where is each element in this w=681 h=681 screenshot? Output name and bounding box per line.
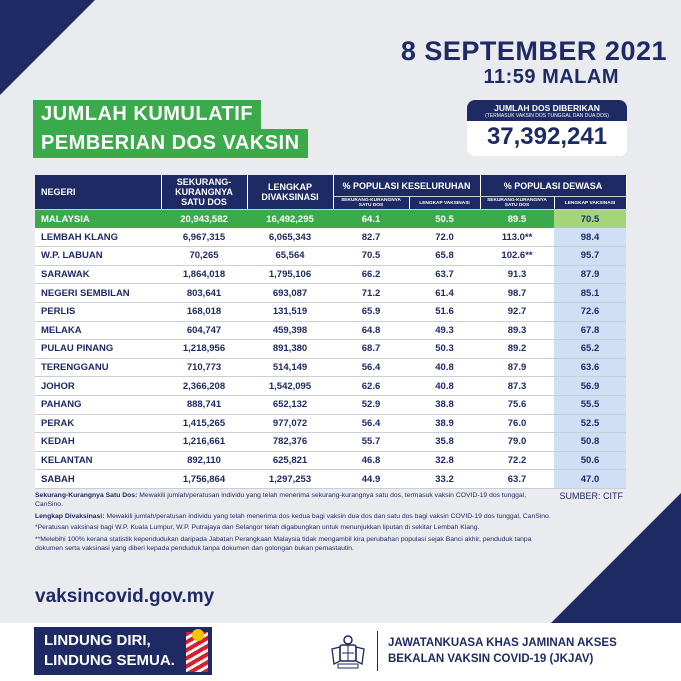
cell-pct-one: 52.9 <box>333 395 409 414</box>
cell-pct-complete: 40.8 <box>409 358 480 377</box>
cell-state: PAHANG <box>35 395 161 414</box>
cell-adult-complete: 65.2 <box>554 340 626 359</box>
cell-pct-one: 71.2 <box>333 284 409 303</box>
total-doses-value: 37,392,241 <box>486 123 608 150</box>
cell-pct-complete: 63.7 <box>409 265 480 284</box>
footnote-fully-vaccinated <box>35 513 555 522</box>
cell-complete: 6,065,343 <box>247 228 333 247</box>
title-line-1: JUMLAH KUMULATIF <box>33 100 261 129</box>
cell-adult-complete: 85.1 <box>554 284 626 303</box>
cell-adult-one: 102.6** <box>480 247 554 266</box>
cell-state: W.P. LABUAN <box>35 247 161 266</box>
cell-adult-one: 87.9 <box>480 358 554 377</box>
cell-complete: 16,492,295 <box>266 213 314 225</box>
cell-complete: 652,132 <box>247 395 333 414</box>
cell-pct-one: 66.2 <box>333 265 409 284</box>
cell-state: KEDAH <box>35 433 161 452</box>
cell-pct-complete: 40.8 <box>409 377 480 396</box>
footnotes <box>35 492 555 557</box>
table-row <box>35 395 626 414</box>
subheader-total-complete: LENGKAP VAKSINASI <box>409 197 480 210</box>
cell-state: JOHOR <box>35 377 161 396</box>
cell-state: NEGERI SEMBILAN <box>35 284 161 303</box>
cell-pct-one: 56.4 <box>333 358 409 377</box>
cell-one-dose: 1,216,661 <box>161 433 247 452</box>
cell-complete: 891,380 <box>247 340 333 359</box>
cell-one-dose: 1,415,265 <box>161 414 247 433</box>
cell-state: TERENGGANU <box>35 358 161 377</box>
cell-pct-complete: 72.0 <box>409 228 480 247</box>
cell-adult-one: 76.0 <box>480 414 554 433</box>
cell-complete: 1,795,106 <box>247 265 333 284</box>
footnote-text: Mewakili jumlah/peratusan individu yang telah menerima sekurang-kurangnya satu dos, termasuk vaksin COVID-19 dos tunggal, CanSino. <box>35 492 527 508</box>
table-row <box>35 358 626 377</box>
cell-state: LEMBAH KLANG <box>35 228 161 247</box>
table-row <box>35 302 626 321</box>
cell-one-dose: 168,018 <box>161 302 247 321</box>
cell-adult-complete: 95.7 <box>554 247 626 266</box>
cell-one-dose: 604,747 <box>161 321 247 340</box>
cell-complete: 65,564 <box>247 247 333 266</box>
cell-adult-complete: 52.5 <box>554 414 626 433</box>
cell-pct-complete: 35.8 <box>409 433 480 452</box>
slogan-banner <box>34 627 212 675</box>
cell-pct-complete: 65.8 <box>409 247 480 266</box>
header-pct-total-population: % POPULASI KESELURUHAN <box>333 175 480 197</box>
table-row <box>35 265 626 284</box>
cell-adult-one: 92.7 <box>480 302 554 321</box>
cell-adult-complete: 72.6 <box>554 302 626 321</box>
table-row <box>35 321 626 340</box>
cell-adult-one: 113.0** <box>480 228 554 247</box>
cell-pct-one: 82.7 <box>333 228 409 247</box>
table-row <box>35 433 626 452</box>
cell-complete: 782,376 <box>247 433 333 452</box>
title-line-2: PEMBERIAN DOS VAKSIN <box>33 129 308 158</box>
cell-one-dose: 20,943,582 <box>180 213 228 225</box>
cell-complete: 977,072 <box>247 414 333 433</box>
cell-adult-one: 89.5 <box>507 213 527 225</box>
table-row <box>35 247 626 266</box>
cell-pct-one: 64.8 <box>333 321 409 340</box>
cell-state: MELAKA <box>35 321 161 340</box>
table-row <box>35 340 626 359</box>
total-doses-label: JUMLAH DOS DIBERIKAN <box>494 103 600 113</box>
cell-adult-one: 91.3 <box>480 265 554 284</box>
cell-complete: 625,821 <box>247 451 333 470</box>
cell-one-dose: 803,641 <box>161 284 247 303</box>
total-doses-header <box>467 100 627 121</box>
table-row <box>35 228 626 247</box>
cell-adult-complete: 50.6 <box>554 451 626 470</box>
cell-state: PERLIS <box>35 302 161 321</box>
cell-state: SABAH <box>35 470 161 489</box>
cell-pct-one: 64.1 <box>361 213 381 225</box>
cell-adult-complete: 70.5 <box>554 210 626 229</box>
cell-pct-complete: 50.5 <box>435 213 454 225</box>
slogan-line-1: LINDUNG DIRI, <box>44 632 151 649</box>
cell-adult-one: 89.2 <box>480 340 554 359</box>
cell-adult-one: 75.6 <box>480 395 554 414</box>
cell-pct-complete: 49.3 <box>409 321 480 340</box>
cell-adult-one: 79.0 <box>480 433 554 452</box>
cell-complete: 693,087 <box>247 284 333 303</box>
cell-state: KELANTAN <box>35 451 161 470</box>
cell-one-dose: 6,967,315 <box>161 228 247 247</box>
header-state: NEGERI <box>35 175 161 210</box>
table-row <box>35 377 626 396</box>
agency-line-1: JAWATANKUASA KHAS JAMINAN AKSES <box>388 637 617 649</box>
corner-decoration-bottom-right <box>551 493 681 623</box>
vaccination-table <box>35 175 627 489</box>
total-doses-box <box>467 100 627 156</box>
website-link[interactable]: vaksincovid.gov.my <box>35 586 215 607</box>
subheader-adult-one-dose: SEKURANG-KURANGNYA SATU DOS <box>480 197 554 210</box>
footnote-term: Sekurang-Kurangnya Satu Dos: <box>35 492 138 499</box>
cell-pct-complete: 32.8 <box>409 451 480 470</box>
cell-pct-one: 68.7 <box>333 340 409 359</box>
cell-one-dose: 710,773 <box>161 358 247 377</box>
cell-adult-complete: 50.8 <box>554 433 626 452</box>
footnote-term: Lengkap Divaksinasi: <box>35 512 105 520</box>
footnote-at-least-one <box>35 492 555 510</box>
cell-adult-complete: 98.4 <box>554 228 626 247</box>
cell-one-dose: 892,110 <box>161 451 247 470</box>
subheader-adult-complete: LENGKAP VAKSINASI <box>554 197 626 210</box>
header-fully-vaccinated: LENGKAP DIVAKSINASI <box>247 175 333 210</box>
cell-adult-one: 63.7 <box>480 470 554 489</box>
cell-adult-one: 89.3 <box>480 321 554 340</box>
cell-pct-complete: 38.8 <box>409 395 480 414</box>
cell-pct-one: 55.7 <box>333 433 409 452</box>
cell-complete: 514,149 <box>247 358 333 377</box>
footnote-klang-valley: *Peratusan vaksinasi bagi W.P. Kuala Lumpur, W.P. Putrajaya dan Selangor telah digabungkan untuk menunjukkan liputan di sekitar Lembah Klang. <box>35 524 480 532</box>
table-row <box>35 451 626 470</box>
cell-adult-one: 72.2 <box>480 451 554 470</box>
cell-state: MALAYSIA <box>41 213 90 225</box>
footnote-text: Mewakili jumlah/peratusan individu yang telah menerima dos kedua bagi vaksin dua dos dan satu dos bagi vaksin COVID-19 dos tunggal, CanSino. <box>104 512 551 520</box>
subheader-total-one-dose: SEKURANG-KURANGNYA SATU DOS <box>333 197 409 210</box>
agency-name <box>388 635 617 667</box>
table-row <box>35 414 626 433</box>
cell-pct-complete: 50.3 <box>409 340 480 359</box>
cell-pct-one: 65.9 <box>333 302 409 321</box>
table-row-malaysia <box>35 210 626 229</box>
cell-state: SARAWAK <box>35 265 161 284</box>
corner-decoration-top-left <box>0 0 95 95</box>
cell-one-dose: 2,366,208 <box>161 377 247 396</box>
cell-adult-complete: 55.5 <box>554 395 626 414</box>
cell-one-dose: 70,265 <box>161 247 247 266</box>
cell-adult-complete: 47.0 <box>554 470 626 489</box>
cell-pct-complete: 61.4 <box>409 284 480 303</box>
table-row <box>35 470 626 489</box>
table-row <box>35 284 626 303</box>
cell-complete: 459,398 <box>247 321 333 340</box>
cell-state: PERAK <box>35 414 161 433</box>
cell-pct-complete: 33.2 <box>409 470 480 489</box>
cell-pct-one: 46.8 <box>333 451 409 470</box>
cell-one-dose: 1,864,018 <box>161 265 247 284</box>
cell-pct-complete: 51.6 <box>409 302 480 321</box>
cell-complete: 131,519 <box>247 302 333 321</box>
cell-adult-complete: 87.9 <box>554 265 626 284</box>
report-date: 8 SEPTEMBER 2021 <box>400 36 667 66</box>
cell-pct-one: 56.4 <box>333 414 409 433</box>
cell-complete: 1,542,095 <box>247 377 333 396</box>
cell-adult-one: 98.7 <box>480 284 554 303</box>
header-at-least-one-dose: SEKURANG-KURANGNYA SATU DOS <box>161 175 247 210</box>
report-time: 11:59 MALAM <box>483 66 619 88</box>
cell-one-dose: 1,756,864 <box>161 470 247 489</box>
source-label: SUMBER: CITF <box>559 491 623 501</box>
header-pct-adult-population: % POPULASI DEWASA <box>480 175 626 197</box>
footer-divider <box>377 631 378 671</box>
flag-star-icon <box>192 629 204 641</box>
total-doses-sublabel: (TERMASUK VAKSIN DOS TUNGGAL DAN DUA DOS) <box>485 113 609 119</box>
cell-pct-complete: 38.9 <box>409 414 480 433</box>
cell-complete: 1,297,253 <box>247 470 333 489</box>
cell-adult-one: 87.3 <box>480 377 554 396</box>
coat-of-arms-icon <box>328 631 368 671</box>
cell-adult-complete: 63.6 <box>554 358 626 377</box>
cell-state: PULAU PINANG <box>35 340 161 359</box>
footnote-over-100: **Melebihi 100% kerana statistik kependudukan daripada Jabatan Perangkaan Malaysia tidak mengambil kira perubahan populasi sejak Banci akhir, penduduk tanpa dokumen serta vaksinasi yang diberi kepada penduduk tanpa dokumen dan golongan bukan pemastautin. <box>35 536 532 552</box>
cell-pct-one: 62.6 <box>333 377 409 396</box>
footer-bar <box>0 623 681 681</box>
cell-adult-complete: 67.8 <box>554 321 626 340</box>
cell-one-dose: 888,741 <box>161 395 247 414</box>
slogan-line-2: LINDUNG SEMUA. <box>44 652 175 669</box>
cell-adult-complete: 56.9 <box>554 377 626 396</box>
cell-pct-one: 44.9 <box>333 470 409 489</box>
agency-line-2: BEKALAN VAKSIN COVID-19 (JKJAV) <box>388 653 594 665</box>
cell-pct-one: 70.5 <box>333 247 409 266</box>
cell-one-dose: 1,218,956 <box>161 340 247 359</box>
